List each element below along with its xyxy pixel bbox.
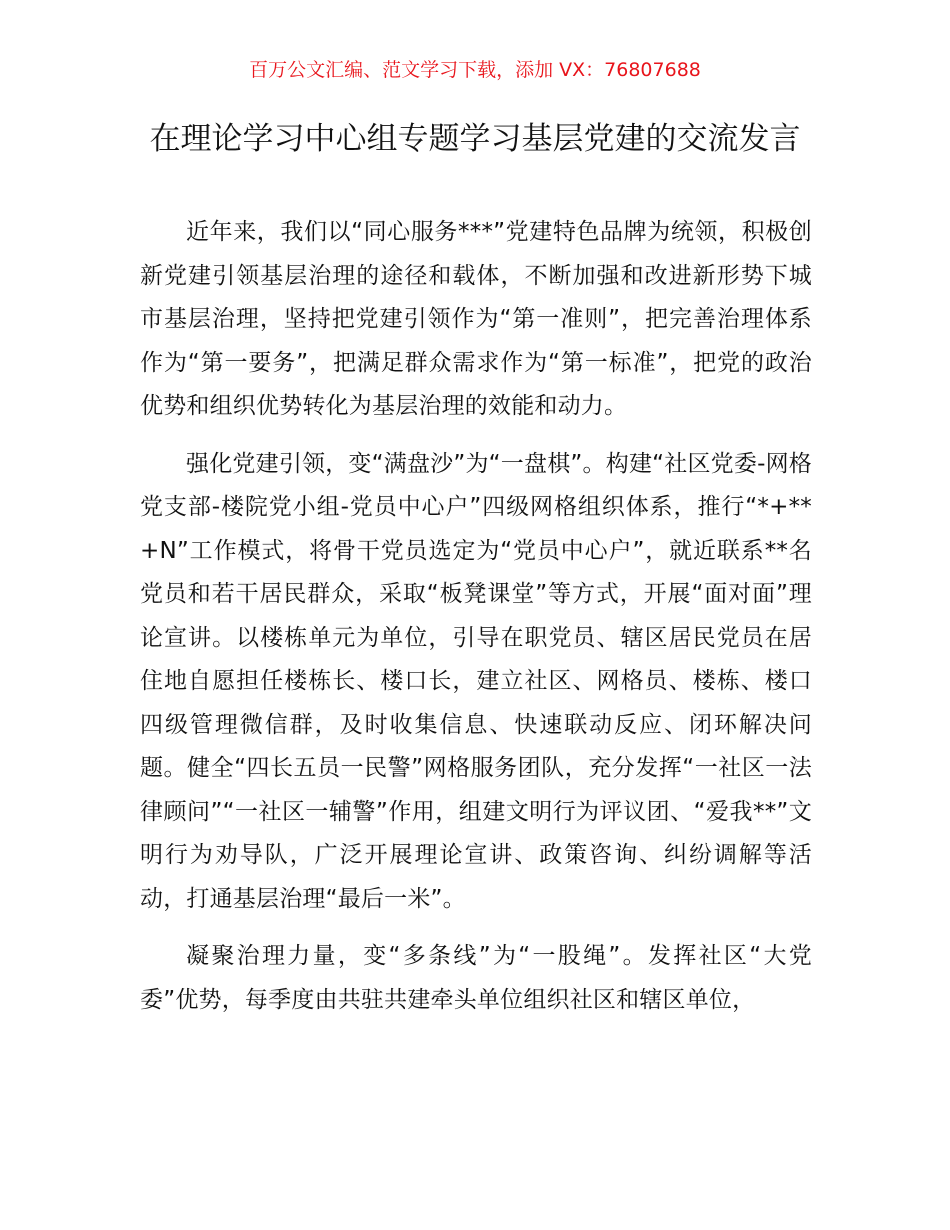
body-paragraph: 近年来，我们以“同心服务***”党建特色品牌为统领，积极创新党建引领基层治理的途径和载体，不断加强和改进新形势下城市基层治理，坚持把党建引领作为“第一准则”，把完善治理体系作为“第一要务”，把满足群众需求作为“第一标准”，把党的政治优势和组织优势转化为基层治理的效能和动力。 — [140, 219, 812, 419]
header-watermark: 百万公文汇编、范文学习下载，添加 VX：76807688 — [249, 59, 701, 81]
body-paragraph: 凝聚治理力量，变“多条线”为“一股绳”。发挥社区“大党委”优势，每季度由共驻共建牵头单位组织社区和辖区单位， — [140, 943, 812, 1013]
body-paragraph: 强化党建引领，变“满盘沙”为“一盘棋”。构建“社区党委-网格党支部-楼院党小组-党员中心户”四级网格组织体系，推行“*+**+N”工作模式，将骨干党员选定为“党员中心户”，就近联系**名党员和若干居民群众，采取“板凳课堂”等方式，开展“面对面”理论宣讲。以楼栋单元为单位，引导在职党员、辖区居民党员在居住地自愿担任楼栋长、楼口长，建立社区、网格员、楼栋、楼口四级管理微信群，及时收集信息、快速联动反应、闭环解决问题。健全“四长五员一民警”网格服务团队，充分发挥“一社区一法律顾问”“一社区一辅警”作用，组建文明行为评议团、“爱我**”文明行为劝导队，广泛开展理论宣讲、政策咨询、纠纷调解等活动，打通基层治理“最后一米”。 — [140, 450, 812, 912]
document-title: 在理论学习中心组专题学习基层党建的交流发言 — [149, 121, 801, 157]
document-body — [140, 211, 812, 1036]
